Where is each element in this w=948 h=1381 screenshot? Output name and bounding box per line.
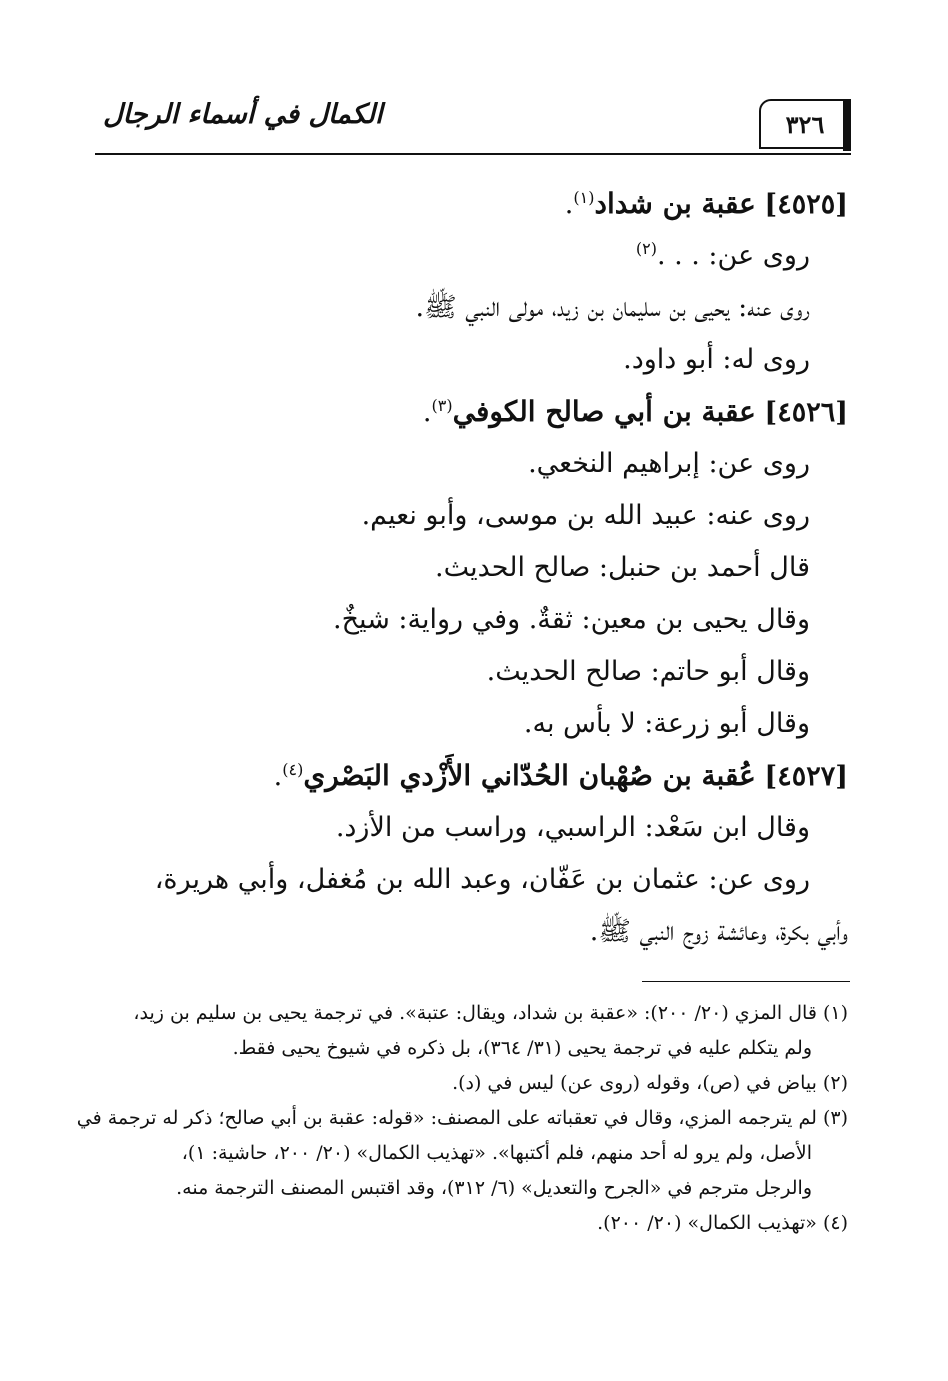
main-text (100, 178, 848, 958)
body-line: وقال أبو زرعة: لا بأس به. (523, 708, 810, 739)
body-line-text: روى عن: . . . (656, 240, 810, 271)
page-number: ٣٢٦ (785, 109, 825, 139)
footnote-separator (642, 981, 850, 982)
running-title: الكمال في أسماء الرجال (103, 99, 383, 130)
footnote-3-continued: الأصل، ولم يرو له أحد منهم، فلم أكتبها». «تهذيب الكمال» (٢٠/ ٢٠٠، حاشية: ١)، (181, 1142, 812, 1164)
body-line: روى عنه: عبيد الله بن موسى، وأبو نعيم. (361, 500, 810, 531)
body-line: وقال أبو حاتم: صالح الحديث. (486, 656, 810, 687)
footnotes (76, 996, 848, 1241)
entry-heading (100, 386, 848, 438)
entry-terminator: . (422, 397, 432, 428)
entry-title: عقبة بن شداد (594, 187, 756, 220)
footnote-4: (٤) «تهذيب الكمال» (٢٠/ ٢٠٠). (597, 1212, 848, 1234)
body-line: وقال يحيى بن معين: ثقةٌ. وفي رواية: شيخٌ. (333, 604, 810, 635)
body-line: روى عنه: يحيى بن سليمان بن زيد، مولى النبي ﷺ. (415, 292, 810, 323)
body-line: وأبي بكرة، وعائشة زوج النبي ﷺ. (589, 916, 848, 947)
page-number-box (759, 99, 851, 149)
entry-title: عُقبة بن صُهْبان الحُدّاني الأَزْدي البَصْري (303, 759, 756, 792)
footnote-2: (٢) بياض في (ص)، وقوله (روى عن) ليس في (د). (452, 1072, 848, 1094)
entry-number: [٤٥٢٥] (764, 189, 848, 220)
body-line: روى عن: إبراهيم النخعي. (528, 448, 810, 479)
footnote-1: (١) قال المزي (٢٠/ ٢٠٠): «عقبة بن شداد، ويقال: عتبة». في ترجمة يحيى بن سليم بن زيد، (133, 1002, 848, 1024)
body-line: روى له: أبو داود. (623, 344, 810, 375)
body-line: وقال ابن سَعْد: الراسبي، وراسب من الأزد. (335, 812, 810, 843)
entry-number: [٤٥٢٧] (764, 761, 848, 792)
page-header (95, 95, 851, 157)
footnote-3: (٣) لم يترجمه المزي، وقال في تعقباته على المصنف: «قوله: عقبة بن أبي صالح؛ ذكر له ترجمة في (76, 1107, 848, 1129)
footnote-1-continued: ولم يتكلم عليه في ترجمة يحيى (٣١/ ٣٦٤)، بل ذكره في شيوخ يحيى فقط. (232, 1037, 812, 1059)
entry-number: [٤٥٢٦] (764, 397, 848, 428)
body-line (100, 230, 848, 282)
entry-title: عقبة بن أبي صالح الكوفي (452, 395, 756, 428)
entry-heading (100, 750, 848, 802)
body-line: روى عن: عثمان بن عَفّان، وعبد الله بن مُغفل، وأبي هريرة، (154, 864, 810, 895)
footnote-ref: (٤) (282, 760, 304, 779)
entry-terminator: . (273, 761, 283, 792)
footnote-ref: (٢) (635, 239, 657, 258)
body-line: قال أحمد بن حنبل: صالح الحديث. (435, 552, 810, 583)
entry-terminator: . (564, 189, 574, 220)
footnote-ref: (٣) (431, 396, 453, 415)
footnote-3-continued: والرجل مترجم في «الجرح والتعديل» (٦/ ٣١٢)، وقد اقتبس المصنف الترجمة منه. (176, 1177, 812, 1199)
header-rule (95, 153, 851, 155)
entry-heading (100, 178, 848, 230)
footnote-ref: (١) (573, 188, 595, 207)
